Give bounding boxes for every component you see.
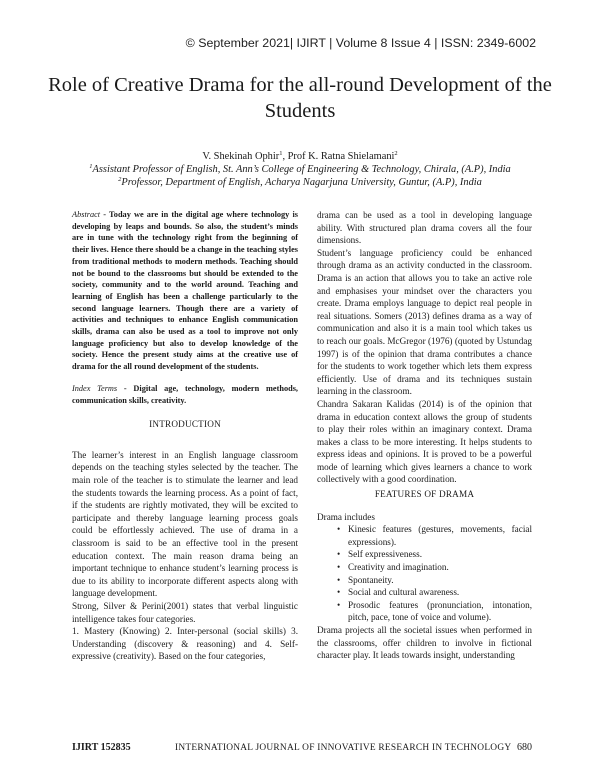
author-names: V. Shekinah Ophir$^1$, Prof K. Ratna Shielamani$^2$ [202, 150, 398, 162]
list-item: • Spontaneity. [337, 574, 532, 587]
intro-paragraph-3: 1. Mastery (Knowing) 2. Inter-personal (social skills) 3. Understanding (discovery & reasoning) and 4. Self-expressive (creativity). Based on the four categories, [72, 626, 298, 662]
footer-paper-id: IJIRT 152835 [72, 742, 131, 753]
paper-title: Role of Creative Drama for the all-round Development of the Students [48, 74, 552, 122]
list-intro: Drama includes [317, 511, 375, 522]
list-item: • Prosodic features (pronunciation, intonation, pitch, pace, tone of voice and volume). [337, 599, 532, 624]
section-heading-introduction: INTRODUCTION [149, 419, 221, 430]
list-item: • Kinesic features (gestures, movements, facial expressions). [337, 523, 532, 548]
intro-paragraph-2: Strong, Silver & Perini(2001) states that verbal linguistic intelligence takes four categories. [72, 600, 298, 624]
body-paragraph-4: Drama projects all the societal issues when performed in the classrooms, offer children to involve in fictional character play. It leads towards insight, understanding [317, 625, 532, 661]
author-1: V. Shekinah Ophir [202, 151, 280, 162]
affiliation-1: $^1$Assistant Professor of English, St. Ann’s College of Engineering & Technology, Chirala, (A.P), India [89, 163, 511, 175]
body-paragraph-2: Student’s language proficiency could be enhanced through drama as an activity conducted in the classroom. Drama is an action that allows you to take an active role and emphasises your mindset over the characters you create. Drama employs language to depict real people in real situations. Somers (2013) defines drama as a way of communication and also it is a main tool which takes us to reach our goals. McGregor (1976) (quoted by Ustundag 1997) is of the opinion that drama contributes a chance for the students to work together which lets them express efficiently. Use of drama and its techniques sustain learning in the classroom. [317, 247, 532, 397]
affiliation-2: $^2$Professor, Department of English, Acharya Nagarjuna University, Guntur, (A.P), India [118, 176, 482, 188]
body-paragraph-1: drama can be used as a tool in developing language ability. With structured plan drama covers all the four dimensions. [317, 210, 532, 246]
left-column [72, 209, 298, 663]
author-block [20, 150, 580, 189]
intro-paragraph-1: The learner’s interest in an English language classroom depends on the teaching styles selected by the teacher. The main role of the teacher is to stimulate the learner and lead the students towards the learning process. As a point of fact, if the students are rightly motivated, they will be excited to participate and thereby language learning process goals could be effortlessly achieved. The use of drama in a classroom is said to be an effective tool in the present education context. The main reason drama being an important technique to enhance student’s learning process is due to its ability to incorporate different aspects along with language development. [72, 449, 298, 599]
page-number: 680 [517, 742, 532, 753]
list-item: • Creativity and imagination. [337, 561, 532, 574]
footer-journal-name: INTERNATIONAL JOURNAL OF INNOVATIVE RESEARCH IN TECHNOLOGY [175, 743, 512, 753]
index-terms-text: - Digital age, technology, modern methods, communication skills, creativity. [72, 383, 299, 405]
section-heading-features: FEATURES OF DRAMA [374, 489, 475, 500]
abstract [72, 209, 298, 373]
list-item: • Self expressiveness. [337, 548, 532, 561]
running-head: © September 2021| IJIRT | Volume 8 Issue 4 | ISSN: 2349-6002 [185, 36, 536, 50]
features-list [317, 523, 532, 624]
list-item: • Social and cultural awareness. [337, 586, 532, 599]
index-terms-label: Index Terms [72, 383, 118, 393]
abstract-text: - Today we are in the digital age where technology is developing by leaps and bounds. So also, the student’s minds are in tune with the technology right from the beginning of their lives. Hence there should be a change in the teaching styles from traditional methods to modern methods. Teaching should not be bound to the classrooms but should be extended to the society, community and to the world around. Teaching and learning of English has been a challenge particularly to the second language learners. Though there are a variety of activities and techniques to enhance English communication skills, drama can also be used as a tool to improve not only language proficiency but also to develop knowledge of the society. Hence the present study aims at the creative use of drama for the all round development of the students. [72, 210, 299, 372]
abstract-label: Abstract [72, 210, 101, 219]
author-2: Prof K. Ratna Shielamani [287, 151, 395, 162]
body-paragraph-3: Chandra Sakaran Kalidas (2014) is of the opinion that drama in education context allows the group of students to play their roles within an imaginary context. Drama makes a class to be more interesting. It helps students to express ideas and opinions. It is proved to be a powerful mode of learning which gives learners a chance to work collectively with a good coordination. [317, 398, 532, 485]
right-column [317, 209, 532, 662]
index-terms [72, 383, 298, 406]
